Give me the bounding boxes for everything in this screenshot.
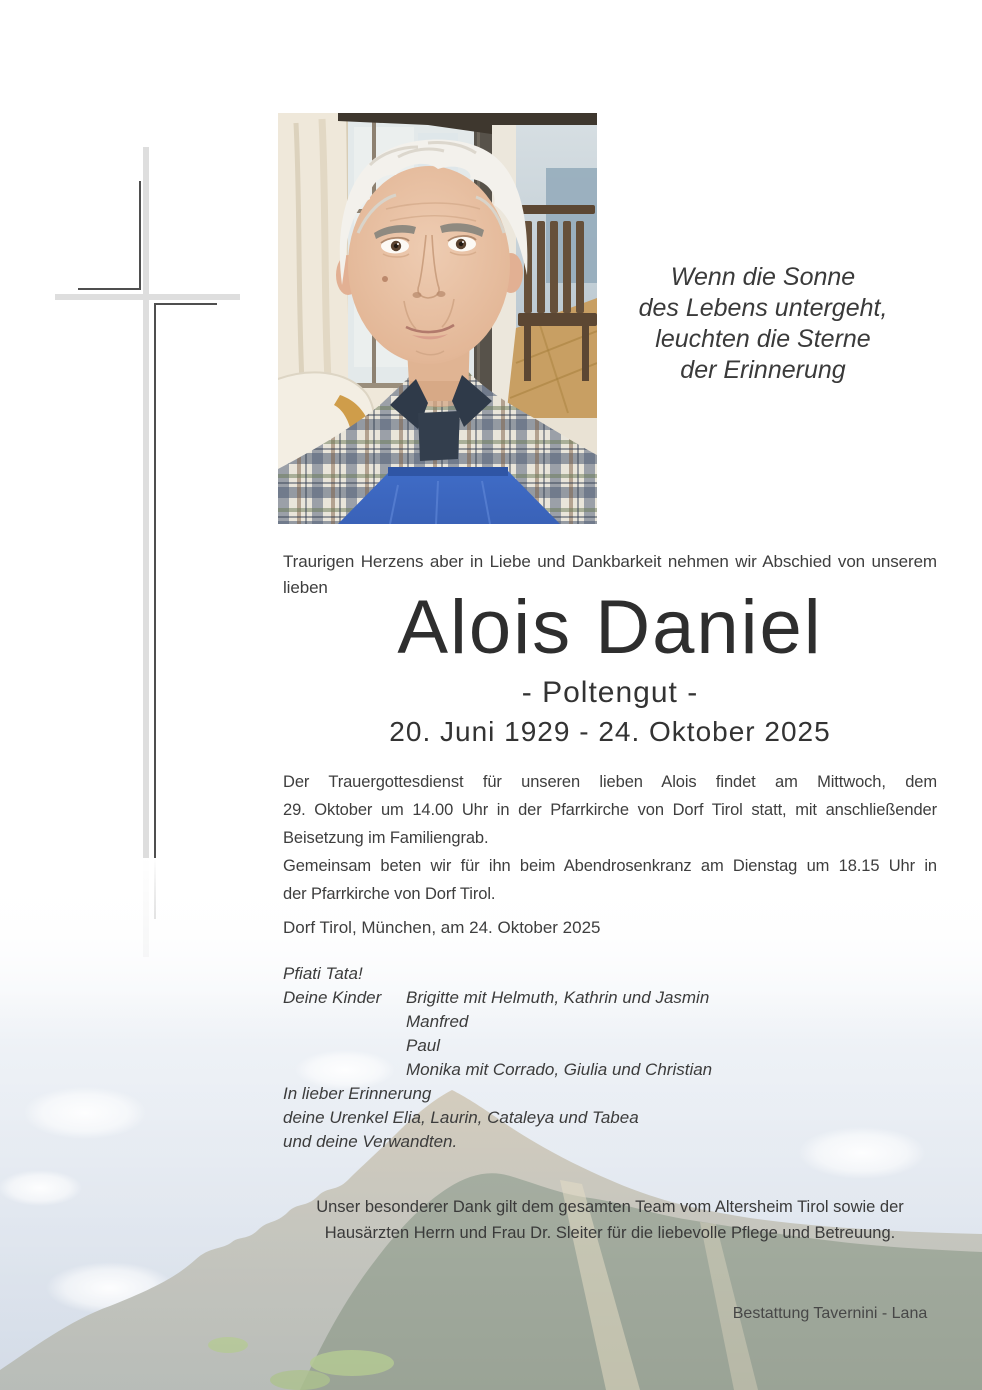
memorial-poem: [590, 262, 936, 386]
children-label: Deine Kinder: [283, 988, 382, 1007]
child-name: Manfred: [406, 1012, 469, 1031]
cross-vertical-bar: [143, 147, 149, 957]
child-name: Monika mit Corrado, Giulia und Christian: [406, 1060, 713, 1079]
portrait-photo: [278, 113, 597, 524]
service-line: Gemeinsam beten wir für ihn beim Abendrosenkranz am Dienstag um 18.15 Uhr in: [283, 857, 937, 875]
place-date-line: Dorf Tirol, München, am 24. Oktober 2025: [283, 918, 601, 937]
farewell-line: Pfiati Tata!: [283, 964, 363, 983]
life-dates: 20. Juni 1929 - 24. Oktober 2025: [389, 716, 831, 747]
house-name: - Poltengut -: [521, 676, 699, 709]
cross-accent-line: [78, 288, 141, 290]
service-line: Der Trauergottesdienst für unseren lieben Alois findet am Mittwoch, dem: [283, 773, 937, 791]
family-section: [283, 962, 943, 1154]
child-name: Paul: [406, 1036, 441, 1055]
child-name: Brigitte mit Helmuth, Kathrin und Jasmin: [406, 988, 710, 1007]
thanks-line: Hausärzten Herrn und Frau Dr. Sleiter für die liebevolle Pflege und Betreuung.: [324, 1224, 896, 1242]
intro-line: lieben: [283, 578, 328, 597]
service-line: 29. Oktober um 14.00 Uhr in der Pfarrkirche von Dorf Tirol statt, mit anschließender: [283, 801, 937, 819]
poem-line: leuchten die Sterne: [655, 325, 871, 353]
service-details: [283, 768, 937, 908]
poem-line: des Lebens untergeht,: [638, 294, 888, 322]
memory-line: In lieber Erinnerung: [283, 1084, 432, 1103]
cross-accent-line: [139, 181, 141, 290]
service-line: der Pfarrkirche von Dorf Tirol.: [283, 885, 496, 903]
deceased-name: Alois Daniel: [397, 585, 823, 670]
thanks-line: Unser besonderer Dank gilt dem gesamten Team vom Altersheim Tirol sowie der: [316, 1198, 904, 1216]
cross-accent-line: [154, 303, 156, 919]
thanks-paragraph: [300, 1194, 920, 1246]
intro-line: Traurigen Herzens aber in Liebe und Dankbarkeit nehmen wir Abschied von unserem: [283, 552, 937, 571]
memory-line: und deine Verwandten.: [283, 1132, 458, 1151]
cross-accent-line: [155, 303, 217, 305]
service-line: Beisetzung im Familiengrab.: [283, 829, 489, 847]
poem-line: Wenn die Sonne: [670, 263, 856, 291]
poem-line: der Erinnerung: [680, 356, 846, 384]
memory-line: deine Urenkel Elia, Laurin, Cataleya und Tabea: [283, 1108, 639, 1127]
funeral-home-credit: Bestattung Tavernini - Lana: [732, 1305, 928, 1322]
cross-horizontal-bar: [55, 294, 240, 300]
